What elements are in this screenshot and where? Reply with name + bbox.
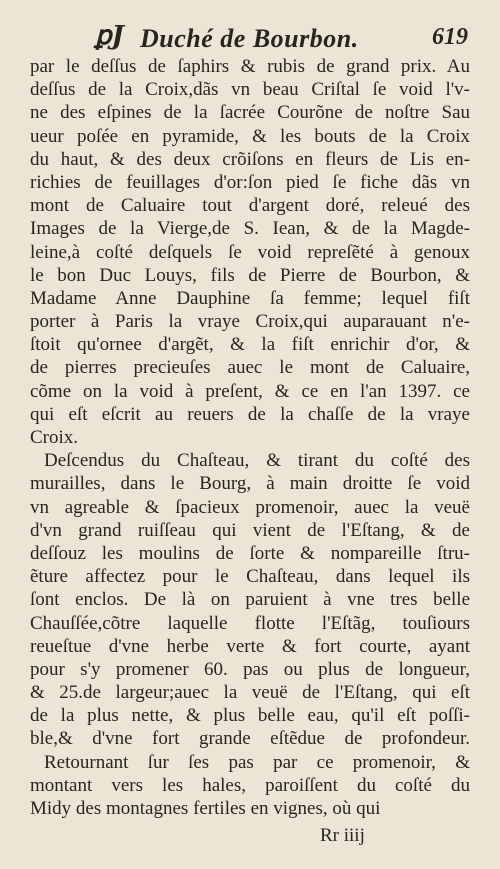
text-line: Madame Anne Dauphine ſa femme; lequel fiſt: [30, 287, 470, 309]
text-line: de pierres precieuſes auec le mont de Caluaire,: [30, 357, 470, 379]
text-line: Images de la Vierge,de S. Iean, & de la Magde-: [30, 218, 470, 240]
running-title: Duché de Bourbon.: [140, 24, 359, 53]
signature-mark: Rr iiij: [320, 825, 365, 846]
text-line: de la plus nette, & plus belle eau, qu'il eſt poſſi-: [30, 705, 470, 727]
text-line: cõme on la void à preſent, & ce en l'an 1397. ce: [30, 380, 470, 402]
text-line: d'vn grand ruiſſeau qui vient de l'Eſtang, & de: [30, 519, 470, 541]
text-line: & 25.de largeur;auec la veuë de l'Eſtang, qui eſt: [30, 682, 470, 704]
text-line: le bon Duc Louys, fils de Pierre de Bourbon, &: [30, 264, 470, 286]
text-line: ble,& d'vne fort grande eſtẽdue de profondeur.: [30, 728, 470, 750]
page-header: [95, 18, 468, 54]
text-line: ne des eſpines de la ſacrée Courõne de noſtre Sau: [30, 102, 470, 124]
text-line: Croix.: [30, 427, 79, 448]
text-line: ueur poſée en pyramide, & les bouts de la Croix: [30, 125, 470, 147]
text-line: murailles, dans le Bourg, à main droitte ſe void: [30, 473, 470, 495]
text-line: pour s'y promener 60. pas ou plus de longueur,: [30, 658, 470, 680]
text-line: montant vers les hales, paroiſſent du coſté du: [30, 774, 470, 796]
text-line: ſtoit qu'ornee d'argẽt, & la fiſt enrichir d'or, &: [30, 334, 470, 356]
text-line: Retournant ſur ſes pas par ce promenoir, &: [44, 751, 470, 773]
text-line: leine,à coſté deſquels ſe void repreſẽté à genoux: [30, 241, 470, 263]
text-line: deſſus de la Croix,dãs vn beau Criſtal ſe void l'v-: [30, 79, 470, 101]
text-line: ſont enclos. De là on paruient à vne tres belle: [30, 589, 470, 611]
text-line: Midy des montagnes fertiles en vignes, où qui: [30, 798, 381, 819]
text-line: ẽture affectez pour le Chaſteau, dans lequel ils: [30, 566, 470, 588]
printer-ornament: ꝑJ: [95, 21, 124, 51]
text-line: par le deſſus de ſaphirs & rubis de grand prix. Au: [30, 56, 470, 77]
text-line: mont de Caluaire tout d'argent doré, releué des: [30, 195, 470, 217]
text-line: porter à Paris la vraye Croix,qui auparauant n'e-: [30, 311, 470, 333]
text-line: reueſtue d'vne herbe verte & fort courte, ayant: [30, 635, 470, 657]
text-line: deſſouz les moulins de ſorte & nompareille ſtru-: [30, 542, 470, 564]
page-number: 619: [432, 24, 468, 50]
body-text: [30, 55, 470, 820]
text-line: richies de feuillages d'or:ſon pied ſe fiche dãs vn: [30, 171, 470, 193]
text-line: vn agreable & ſpacieux promenoir, auec la veuë: [30, 496, 470, 518]
text-line: Deſcendus du Chaſteau, & tirant du coſté des: [44, 450, 470, 472]
text-line: Chauſſée,cõtre laquelle flotte l'Eſtãg, touſiours: [30, 612, 470, 634]
text-line: qui eſt eſcrit au reuers de la chaſſe de la vraye: [30, 403, 470, 425]
text-line: du haut, & des deux crõiſons en fleurs de Lis en-: [30, 148, 470, 170]
